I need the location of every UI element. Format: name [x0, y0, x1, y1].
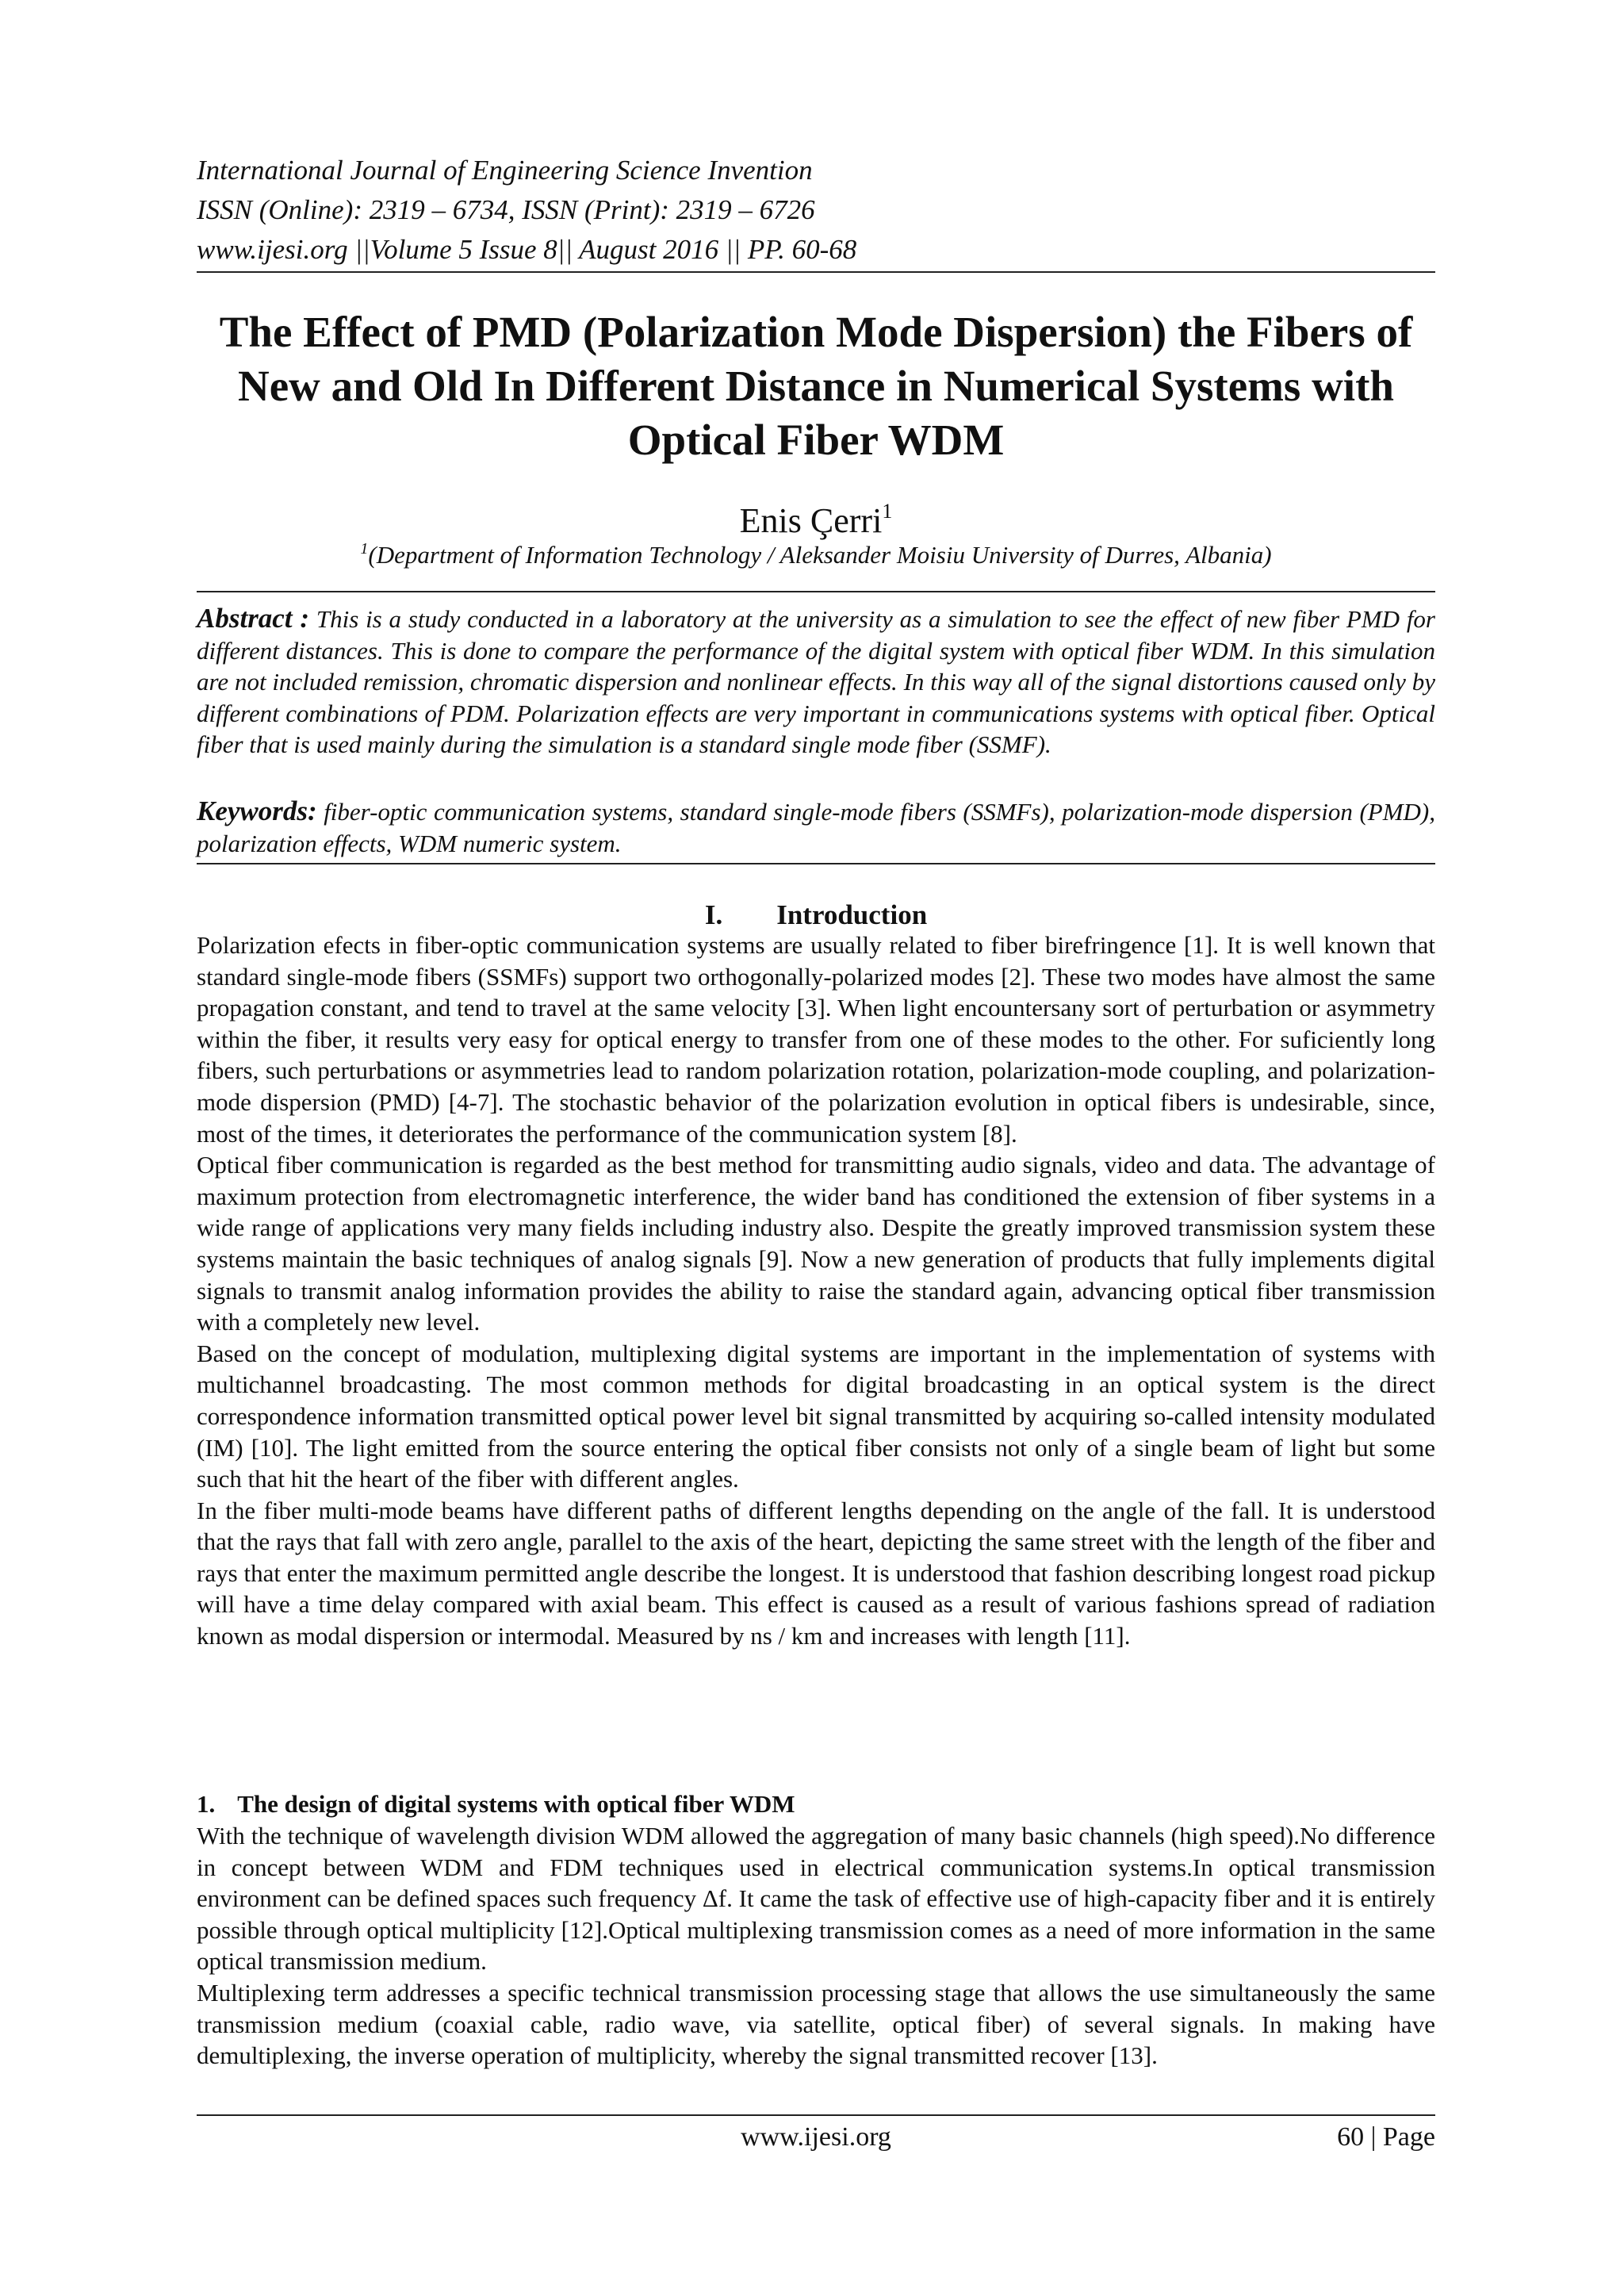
keywords-block	[197, 795, 1435, 859]
title-line: The Effect of PMD (Polarization Mode Dispersion) the Fibers of	[219, 308, 1413, 356]
abstract-text: This is a study conducted in a laboratory at the university as a simulation to see the effect of new fiber PMD for different distances. This is done to compare the performance of the digital system with optical fiber WDM. In this simulation are not included remission, chromatic dispersion and nonlinear effects. In this way all of the signal distortions caused only by different combinations of PDM. Polarization effects are very important in communications systems with optical fiber. Optical fiber that is used mainly during the simulation is a standard single mode fiber (SSMF).	[197, 605, 1435, 759]
abstract-bottom-divider	[197, 863, 1435, 864]
subsection-heading	[197, 1788, 1435, 1820]
paragraph: Optical fiber communication is regarded as the best method for transmitting audio signals, video and data. The advantage of maximum protection from electromagnetic interference, the wider band has conditioned the extension of fiber systems in a wide range of applications very many fields including industry also. Despite the greatly improved transmission system these systems maintain the basic techniques of analog signals [9]. Now a new generation of products that fully implements digital signals to transmit analog information provides the ability to raise the standard again, advancing optical fiber transmission with a completely new level.	[197, 1151, 1435, 1336]
author-affiliation	[197, 531, 1435, 573]
affiliation-text: (Department of Information Technology / Aleksander Moisiu University of Durres, Albania)	[368, 541, 1272, 569]
paragraph: With the technique of wavelength division WDM allowed the aggregation of many basic channels (high speed).No difference in concept between WDM and FDM techniques used in electrical communication systems.In optical transmission environment can be defined spaces such frequency Δf. It came the task of effective use of high-capacity fiber and it is entirely possible through optical multiplicity [12].Optical multiplexing transmission comes as a need of more information in the same optical transmission medium.	[197, 1822, 1435, 1976]
header-divider	[197, 271, 1435, 273]
introduction-body	[197, 930, 1435, 1652]
keywords-text: fiber-optic communication systems, standard single-mode fibers (SSMFs), polarization-mode dispersion (PMD), polarization effects, WDM numeric system.	[197, 798, 1435, 857]
abstract-top-divider	[197, 591, 1435, 592]
section-title: Introduction	[776, 899, 928, 930]
journal-header	[197, 151, 1435, 270]
journal-name: International Journal of Engineering Science Invention	[197, 155, 813, 186]
paragraph: Multiplexing term addresses a specific technical transmission processing stage that allows the use simultaneously the same transmission medium (coaxial cable, radio wave, via satellite, optical fiber) of several signals. In making have demultiplexing, the inverse operation of multiplicity, whereby the signal transmitted recover [13].	[197, 1978, 1435, 2070]
journal-issn: ISSN (Online): 2319 – 6734, ISSN (Print): 2319 – 6726	[197, 194, 815, 225]
section-heading	[197, 898, 1435, 933]
page-footer	[197, 2118, 1435, 2157]
title-line: Optical Fiber WDM	[627, 416, 1005, 464]
paper-title	[197, 305, 1435, 467]
subsection-number: 1.	[197, 1790, 216, 1818]
abstract-block	[197, 603, 1435, 761]
title-line: New and Old In Different Distance in Numerical Systems with	[238, 362, 1394, 410]
affiliation-superscript: 1	[360, 540, 369, 558]
author-superscript: 1	[882, 500, 893, 523]
page-number: 60 | Page	[1337, 2122, 1435, 2152]
section-number: I.	[704, 899, 723, 930]
paragraph: In the fiber multi-mode beams have different paths of different lengths depending on the angle of the fall. It is understood that the rays that fall with zero angle, parallel to the axis of the heart, depicting the same street with the length of the fiber and rays that enter the maximum permitted angle describe the longest. It is understood that fashion describing longest road pickup will have a time delay compared with axial beam. This effect is caused as a result of various fashions spread of radiation known as modal dispersion or intermodal. Measured by ns / km and increases with length [11].	[197, 1496, 1435, 1650]
paragraph: Polarization efects in fiber-optic communication systems are usually related to fiber birefringence [1]. It is well known that standard single-mode fibers (SSMFs) support two orthogonally-polarized modes [2]. These two modes have almost the same propagation constant, and tend to travel at the same velocity [3]. When light encountersany sort of perturbation or asymmetry within the fiber, it results very easy for optical energy to transfer from one of these modes to the other. For suficiently long fibers, such perturbations or asymmetries lead to random polarization rotation, polarization-mode coupling, and polarization-mode dispersion (PMD) [4-7]. The stochastic behavior of the polarization evolution in optical fibers is undesirable, since, most of the times, it deteriorates the performance of the communication system [8].	[197, 931, 1435, 1148]
journal-volume: www.ijesi.org ||Volume 5 Issue 8|| August 2016 || PP. 60-68	[197, 234, 857, 265]
subsection-body	[197, 1820, 1435, 2072]
keywords-label: Keywords:	[197, 795, 317, 826]
footer-website: www.ijesi.org	[741, 2122, 891, 2152]
paragraph: Based on the concept of modulation, multiplexing digital systems are important in the implementation of systems with multichannel broadcasting. The most common methods for digital broadcasting in an optical system is the direct correspondence information transmitted optical power level bit signal transmitted by acquiring so-called intensity modulated (IM) [10]. The light emitted from the source entering the optical fiber consists not only of a single beam of light but some such that hit the heart of the fiber with different angles.	[197, 1339, 1435, 1493]
abstract-label: Abstract :	[197, 603, 310, 634]
subsection-title: The design of digital systems with optical fiber WDM	[237, 1790, 795, 1818]
author-name: Enis Çerri	[739, 501, 883, 540]
footer-divider	[197, 2114, 1435, 2116]
